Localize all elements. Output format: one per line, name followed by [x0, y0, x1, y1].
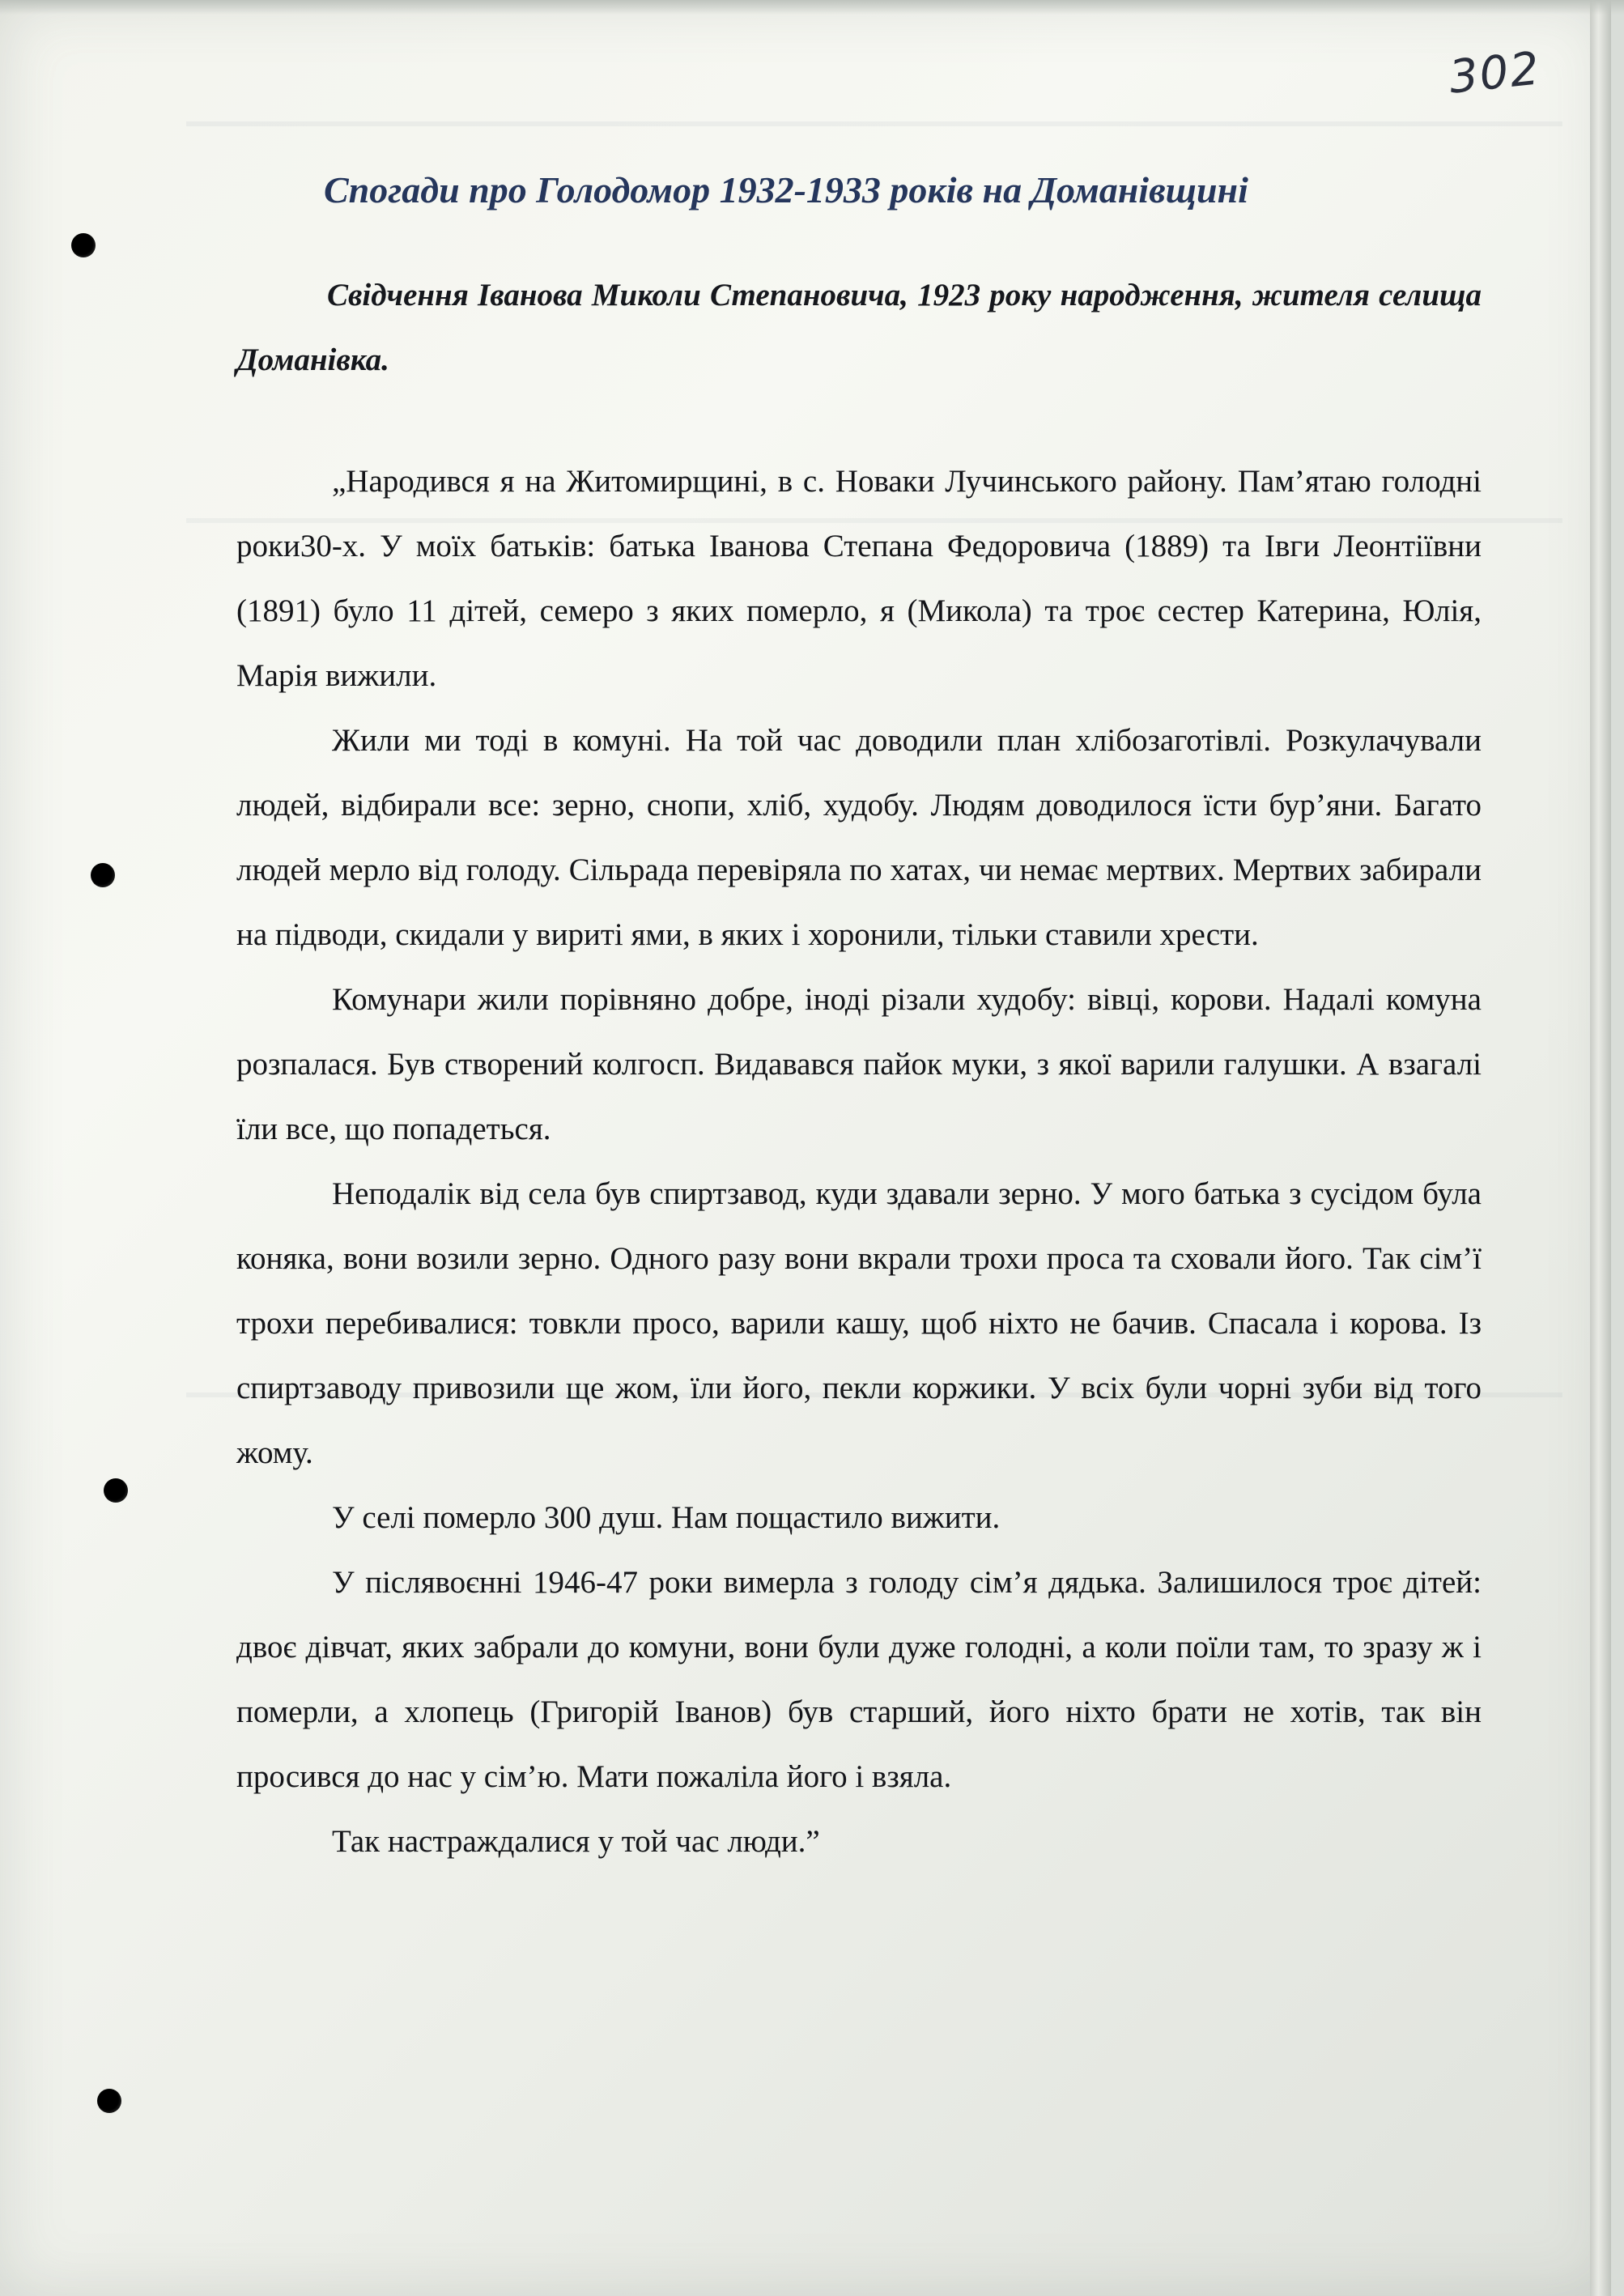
- punch-hole: [71, 233, 96, 257]
- testimony-heading: Свідчення Іванова Миколи Степановича, 1923 року народження, жителя селища Доманівка.: [236, 278, 1482, 377]
- paragraph: Неподалік від села був спиртзавод, куди здавали зерно. У мого батька з сусідом була коняка, вони возили зерно. Одного разу вони вкрали трохи проса та сховали його. Так сім’ї трохи перебивалися: товкли просо, варили кашу, щоб ніхто не бачив. Спасала і корова. Із спиртзаводу привозили ще жом, їли його, пекли коржики. У всіх були чорні зуби від того жому.: [236, 1176, 1482, 1470]
- page-edge: [1590, 0, 1611, 2296]
- paragraph: „Народився я на Житомирщині, в с. Новаки Лучинського району. Пам’ятаю голодні роки30-х. У моїх батьків: батька Іванова Степана Федоровича (1889) та Івги Леонтіївни (1891) було 11 дітей, семеро з яких померло, я (Микола) та троє сестер Катерина, Юлія, Марія вижили.: [236, 464, 1482, 693]
- testimony-text: [236, 449, 1482, 1874]
- page-number: 302: [1446, 42, 1543, 104]
- punch-hole: [97, 2089, 121, 2113]
- page-title: Спогади про Голодомор 1932-1933 років на Доманівщині: [324, 169, 1248, 210]
- show-through: [186, 121, 1562, 126]
- paragraph: У післявоєнні 1946-47 роки вимерла з голоду сім’я дядька. Залишилося троє дітей: двоє дівчат, яких забрали до комуни, вони були дуже голодні, а коли поїли там, то зразу ж і померли, а хлопець (Григорій Іванов) був старший, його ніхто брати не хотів, так він просився до нас у сім’ю. Мати пожаліла його і взяла.: [236, 1565, 1482, 1794]
- punch-hole: [104, 1478, 128, 1503]
- paragraph: Жили ми тоді в комуні. На той час доводили план хлібозаготівлі. Розкулачували людей, відбирали все: зерно, снопи, хліб, худобу. Людям доводилося їсти бур’яни. Багато людей мерло від голоду. Сільрада перевіряла по хатах, чи немає мертвих. Мертвих забирали на підводи, скидали у вириті ями, в яких і хоронили, тільки ставили хрести.: [236, 723, 1482, 952]
- paragraph: У селі померло 300 душ. Нам пощастило вижити.: [332, 1500, 1001, 1535]
- scan-top-edge: [0, 0, 1624, 15]
- paragraph: Комунари жили порівняно добре, іноді різали худобу: вівці, корови. Надалі комуна розпалася. Був створений колгосп. Видавався пайок муки, з якої варили галушки. А взагалі їли все, що попадеться.: [236, 982, 1482, 1146]
- punch-hole: [91, 863, 115, 887]
- paragraph: Так настраждалися у той час люди.”: [332, 1824, 820, 1859]
